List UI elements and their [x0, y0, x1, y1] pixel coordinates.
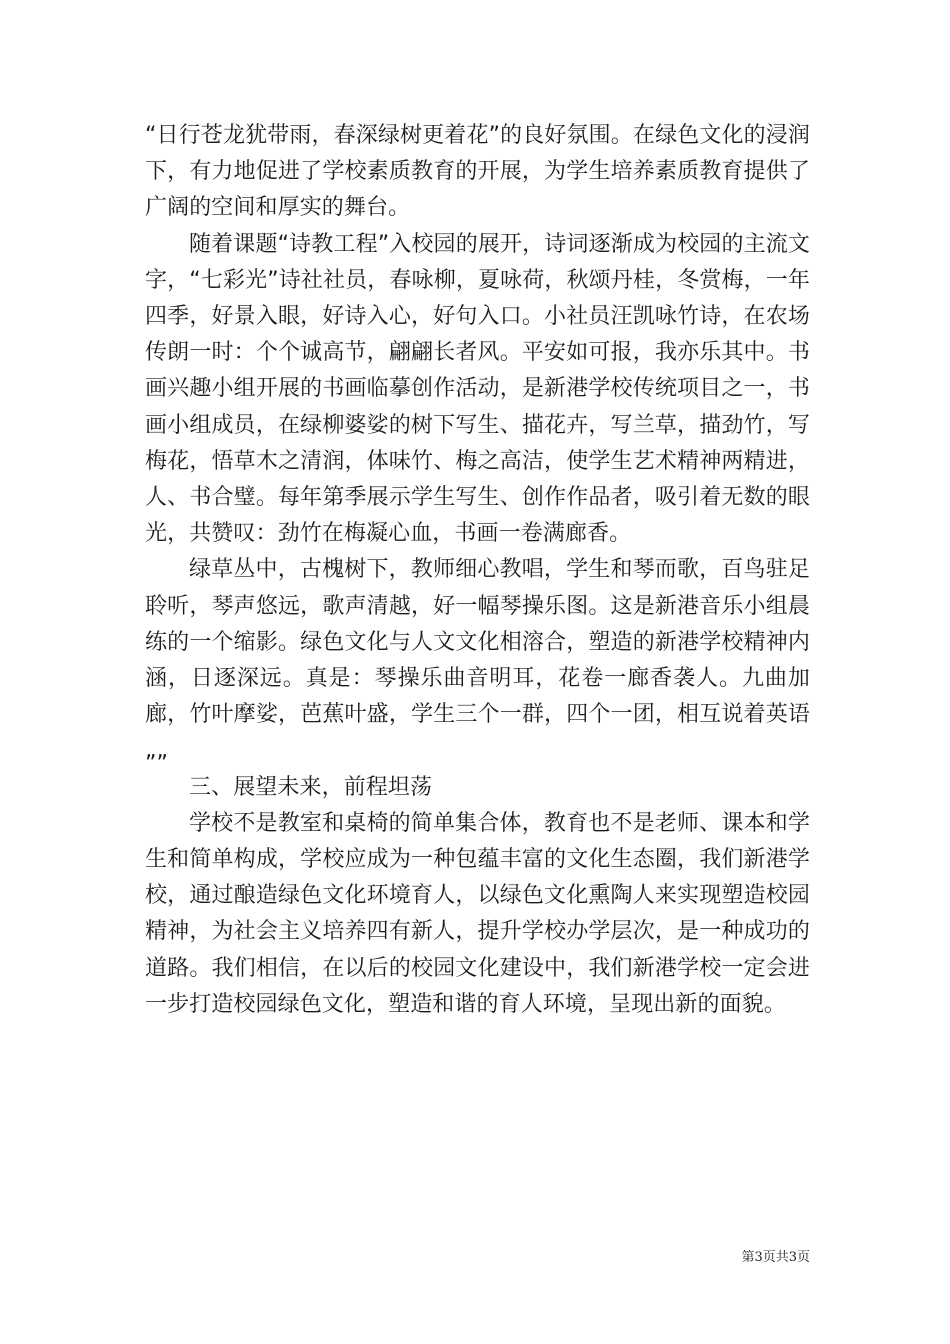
paragraph-music-group: 绿草丛中，古槐树下，教师细心教唱，学生和琴而歌，百鸟驻足聆听，琴声悠远，歌声清越，好一幅琴操乐图。这是新港音乐小组晨练的一个缩影。绿色文化与人文文化相溶合，塑造的新港学校精神内涵，日逐深远。真是：琴操乐曲音明耳，花卷一廊香袭人。九曲加廊，竹叶摩娑，芭蕉叶盛，学生三个一群，四个一团，相互说着英语„„ — [145, 557, 810, 764]
paragraph-school-future: 学校不是教室和桌椅的简单集合体，教育也不是老师、课本和学生和简单构成，学校应成为一种包蕴丰富的文化生态圈，我们新港学校，通过酿造绿色文化环境育人，以绿色文化熏陶人来实现塑造校园精神，为社会主义培养四有新人，提升学校办学层次，是一种成功的道路。我们相信，在以后的校园文化建设中，我们新港学校一定会进一步打造校园绿色文化，塑造和谐的育人环境，呈现出新的面貌。 — [145, 810, 810, 1017]
page-number-footer: 第3页共3页 — [741, 1250, 810, 1265]
section-heading-outlook: 三、展望未来，前程坦荡 — [189, 774, 433, 800]
document-body — [145, 118, 810, 1023]
paragraph-green-culture-atmosphere: “日行苍龙犹带雨，春深绿树更着花”的良好氛围。在绿色文化的浸润下，有力地促进了学校素质教育的开展，为学生培养素质教育提供了广阔的空间和厚实的舞台。 — [145, 123, 810, 221]
paragraph-poetry-calligraphy: 随着课题“诗教工程”入校园的展开，诗词逐渐成为校园的主流文字，“七彩光”诗社社员，春咏柳，夏咏荷，秋颂丹桂，冬赏梅，一年四季，好景入眼，好诗入心，好句入口。小社员汪凯咏竹诗，在农场传朗一时：个个诚高节，翩翩长者风。平安如可报，我亦乐其中。书画兴趣小组开展的书画临摹创作活动，是新港学校传统项目之一，书画小组成员，在绿柳婆娑的树下写生、描花卉，写兰草，描劲竹，写梅花，悟草木之清润，体味竹、梅之高洁，使学生艺术精神两精进，人、书合璧。每年第季展示学生写生、创作作品者，吸引着无数的眼光，共赞叹：劲竹在梅凝心血，书画一卷满廊香。 — [145, 231, 810, 547]
